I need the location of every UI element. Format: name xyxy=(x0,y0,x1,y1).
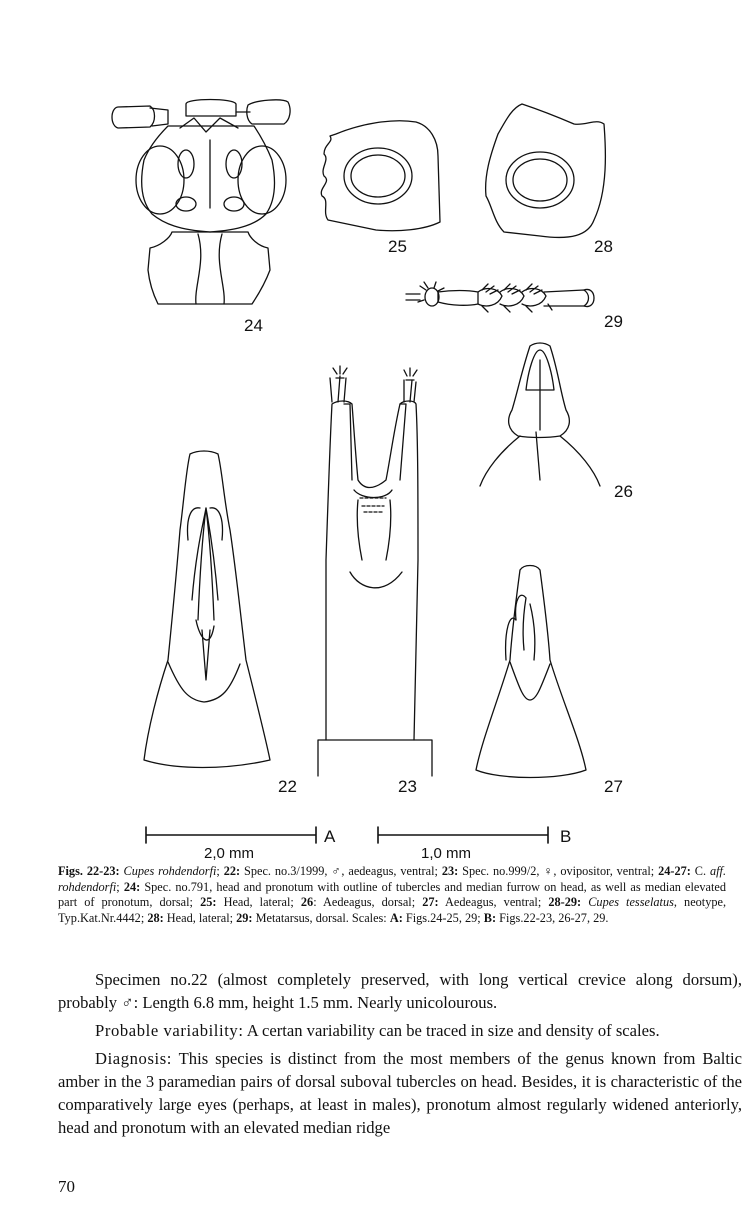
figure-27-aedeagus-ventral xyxy=(476,566,586,778)
label-fig-28: 28 xyxy=(594,237,613,256)
label-fig-27: 27 xyxy=(604,777,623,796)
scale-bar-b xyxy=(378,827,548,843)
paragraph-specimen: Specimen no.22 (almost completely preserved, with long vertical crevice along dorsum), probably ♂: Length 6.8 mm, height 1.5 mm. Nearly unicolourous. xyxy=(58,970,742,1012)
label-fig-23: 23 xyxy=(398,777,417,796)
paragraph-variability: Probable variability: A certan variability can be traced in size and density of scales. xyxy=(95,1021,660,1040)
figure-28-head-lateral xyxy=(486,104,606,237)
paragraph-diagnosis: Diagnosis: This species is distinct from the most members of the genus known from Baltic amber in the 3 paramedian pairs of dorsal suboval tubercles on head. Besides, it is characteristic of the comparatively large eyes (perhaps, at least in males), pronotum almost regularly widened anteriorly, head and pronotum with an elevated median ridge xyxy=(58,1049,742,1137)
label-fig-22: 22 xyxy=(278,777,297,796)
scale-b-text: 1,0 mm xyxy=(421,845,472,860)
scale-b-letter: B xyxy=(560,827,572,846)
figure-22-aedeagus xyxy=(144,451,270,768)
scale-a-letter: A xyxy=(324,827,336,846)
label-fig-29: 29 xyxy=(604,312,623,331)
scale-bar-a xyxy=(146,827,316,843)
figure-26-aedeagus-dorsal xyxy=(480,343,600,486)
figure-25-head-lateral xyxy=(321,121,440,231)
variability-heading: Probable variability: xyxy=(95,1021,244,1040)
figure-29-metatarsus xyxy=(406,282,594,312)
label-fig-26: 26 xyxy=(614,482,633,501)
page-number: 70 xyxy=(58,1177,75,1196)
scale-a-text: 2,0 mm xyxy=(204,845,255,860)
label-fig-25: 25 xyxy=(388,237,407,256)
figure-24-head-pronotum xyxy=(112,100,290,305)
diagnosis-heading: Diagnosis: xyxy=(95,1049,172,1068)
body-text xyxy=(58,968,742,1144)
figure-caption: Figs. 22-23: Cupes rohdendorfi; 22: Spec. no.3/1999, ♂, aedeagus, ventral; 23: Spec. no.999/2, ♀, ovipositor, ventral; 24-27: C. aff. rohdendorfi; 24: Spec. no.791, head and pronotum with outline of tubercles and median furrow on head, as well as median elevated part of pronotum, dorsal; 25: Head, lateral; 26: Aedeagus, dorsal; 27: Aedeagus, ventral; 28-29: Cupes tesselatus, neotype, Typ.Kat.Nr.4442; 28: Head, lateral; 29: Metatarsus, dorsal. Scales: A: Figs.24-25, 29; B: Figs.22-23, 26-27, 29. xyxy=(58,864,727,925)
label-fig-24: 24 xyxy=(244,316,263,335)
figure-23-ovipositor xyxy=(318,366,432,776)
